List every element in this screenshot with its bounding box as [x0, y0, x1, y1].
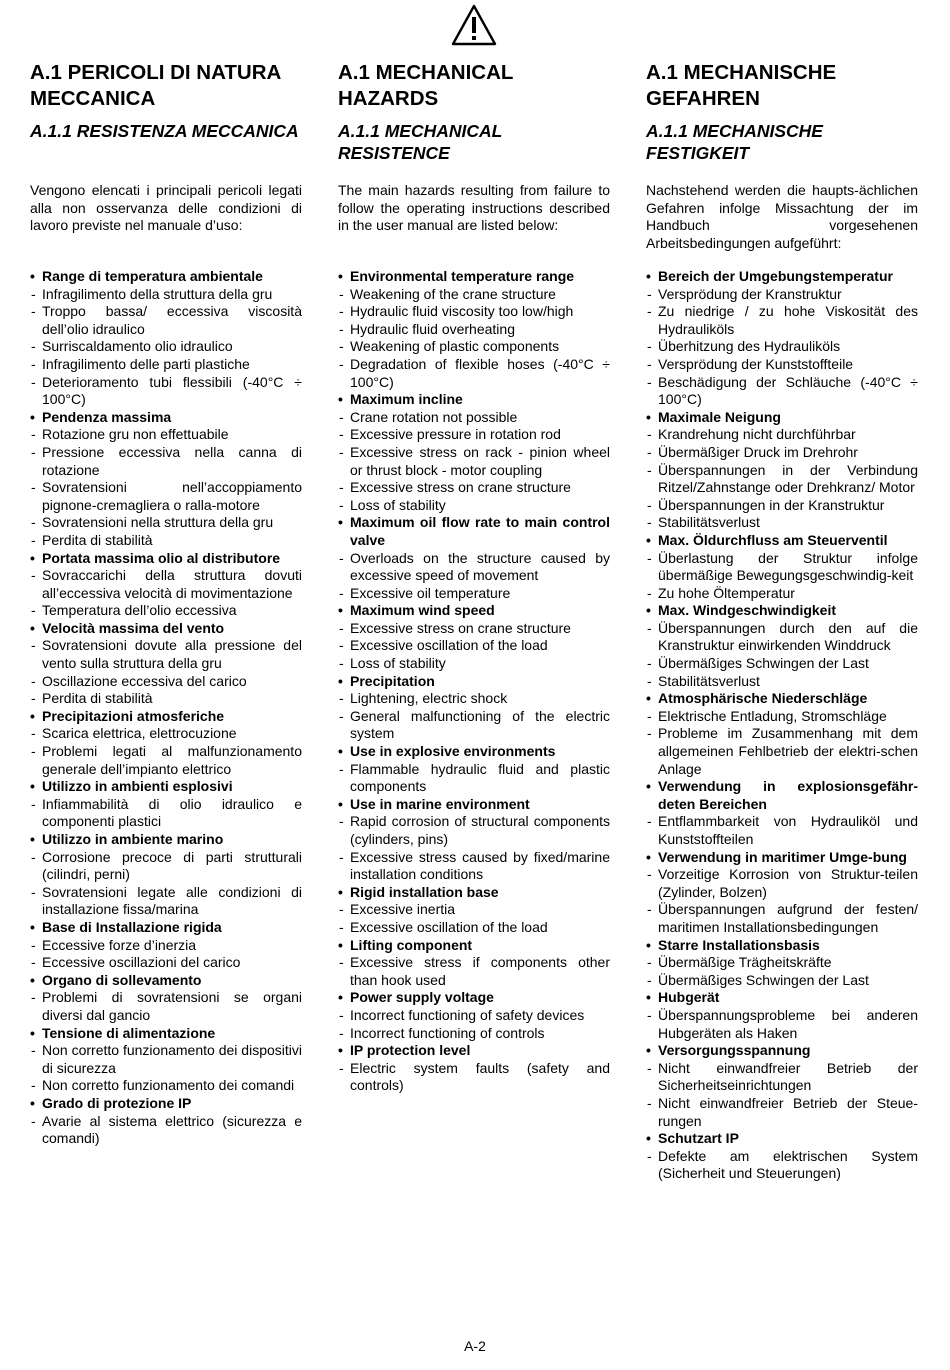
- hazard-item: - Rotazione gru non effettuabile: [30, 426, 302, 444]
- hazard-item: - Weakening of the crane structure: [338, 286, 610, 304]
- hazard-category: • Range di temperatura ambientale: [30, 268, 302, 286]
- hazard-item: - Avarie al sistema elettrico (sicurezza e comandi): [30, 1113, 302, 1148]
- hazard-category: • Rigid installation base: [338, 884, 610, 902]
- hazard-item: - Troppo bassa/ eccessiva viscosità dell’olio idraulico: [30, 303, 302, 338]
- hazard-item: - Electric system faults (safety and controls): [338, 1060, 610, 1095]
- hazard-item: - Scarica elettrica, elettrocuzione: [30, 725, 302, 743]
- hazard-item: - Non corretto funzionamento dei dispositivi di sicurezza: [30, 1042, 302, 1077]
- section-heading: A.1 MECHANICAL HAZARDS: [338, 61, 514, 110]
- hazard-item: - Zu niedrige / zu hohe Viskosität des Hydrauliköls: [646, 303, 918, 338]
- hazard-item: - Surriscaldamento olio idraulico: [30, 338, 302, 356]
- hazard-item: - Eccessive forze d’inerzia: [30, 937, 302, 955]
- hazard-item: - Incorrect functioning of safety devices: [338, 1007, 610, 1025]
- intro-paragraph: The main hazards resulting from failure to follow the operating instructions described in the user manual are listed below:: [338, 182, 610, 233]
- hazard-list: [338, 268, 610, 1095]
- column-english: [338, 60, 610, 1095]
- hazard-item: - Oscillazione eccessiva del carico: [30, 673, 302, 691]
- hazard-item: - Lightening, electric shock: [338, 690, 610, 708]
- hazard-item: - Defekte am elektrischen System (Sicherheit und Steuerungen): [646, 1148, 918, 1183]
- hazard-item: - Eccessive oscillazioni del carico: [30, 954, 302, 972]
- hazard-list: [646, 268, 918, 1183]
- subsection-heading: A.1.1 MECHANISCHE FESTIGKEIT: [646, 121, 823, 163]
- hazard-item: - Excessive stress if components other than hook used: [338, 954, 610, 989]
- hazard-category: • Verwendung in explosionsgefähr-deten Bereichen: [646, 778, 918, 813]
- hazard-item: - Infragilimento delle parti plastiche: [30, 356, 302, 374]
- hazard-item: - Entflammbarkeit von Hydrauliköl und Kunststoffteilen: [646, 813, 918, 848]
- hazard-item: - Deterioramento tubi flessibili (-40°C ÷ 100°C): [30, 374, 302, 409]
- hazard-item: - Sovraccarichi della struttura dovuti all’eccessiva velocità di movimentazione: [30, 567, 302, 602]
- hazard-item: - Stabilitätsverlust: [646, 514, 918, 532]
- hazard-item: - Excessive stress caused by fixed/marine installation conditions: [338, 849, 610, 884]
- hazard-item: - Problemi di sovratensioni se organi diversi dal gancio: [30, 989, 302, 1024]
- hazard-item: - Weakening of plastic components: [338, 338, 610, 356]
- hazard-item: - Überspannungen aufgrund der festen/ maritimen Installationsbedingungen: [646, 901, 918, 936]
- hazard-item: - Incorrect functioning of controls: [338, 1025, 610, 1043]
- hazard-item: - Sovratensioni nella struttura della gru: [30, 514, 302, 532]
- hazard-item: - Übermäßiger Druck im Drehrohr: [646, 444, 918, 462]
- hazard-item: - Loss of stability: [338, 497, 610, 515]
- hazard-category: • Starre Installationsbasis: [646, 937, 918, 955]
- hazard-item: - Versprödung der Kunststoffteile: [646, 356, 918, 374]
- hazard-category: • Power supply voltage: [338, 989, 610, 1007]
- hazard-item: - Excessive stress on rack - pinion wheel or thrust block - motor coupling: [338, 444, 610, 479]
- hazard-item: - Temperatura dell’olio eccessiva: [30, 602, 302, 620]
- hazard-item: - Hydraulic fluid viscosity too low/high: [338, 303, 610, 321]
- hazard-category: • Max. Windgeschwindigkeit: [646, 602, 918, 620]
- hazard-category: • Verwendung in maritimer Umge-bung: [646, 849, 918, 867]
- hazard-item: - Excessive stress on crane structure: [338, 620, 610, 638]
- hazard-category: • Hubgerät: [646, 989, 918, 1007]
- hazard-category: • Versorgungsspannung: [646, 1042, 918, 1060]
- hazard-item: - Nicht einwandfreier Betrieb der Sicherheitseinrichtungen: [646, 1060, 918, 1095]
- hazard-item: - Übermäßiges Schwingen der Last: [646, 655, 918, 673]
- hazard-item: - Overloads on the structure caused by excessive speed of movement: [338, 550, 610, 585]
- hazard-category: • Precipitation: [338, 673, 610, 691]
- hazard-item: - Überspannungen in der Verbindung Ritzel/Zahnstange oder Drehkranz/ Motor: [646, 462, 918, 497]
- hazard-item: - Problemi legati al malfunzionamento generale dell’impianto elettrico: [30, 743, 302, 778]
- hazard-item: - Überlastung der Struktur infolge übermäßige Bewegungsgeschwindig-keit: [646, 550, 918, 585]
- hazard-item: - Corrosione precoce di parti strutturali (cilindri, perni): [30, 849, 302, 884]
- hazard-category: • Grado di protezione IP: [30, 1095, 302, 1113]
- hazard-item: - Excessive oscillation of the load: [338, 637, 610, 655]
- hazard-item: - Excessive oscillation of the load: [338, 919, 610, 937]
- subsection-heading: A.1.1 MECHANICAL RESISTENCE: [338, 121, 503, 163]
- column-italian: [30, 60, 302, 1148]
- hazard-item: - Krandrehung nicht durchführbar: [646, 426, 918, 444]
- intro-paragraph: Vengono elencati i principali pericoli legati alla non osservanza delle condizioni di lavoro previste nel manuale d’uso:: [30, 182, 302, 233]
- hazard-category: • Use in explosive environments: [338, 743, 610, 761]
- hazard-item: - Loss of stability: [338, 655, 610, 673]
- hazard-item: - Crane rotation not possible: [338, 409, 610, 427]
- hazard-category: • Maximum oil flow rate to main control valve: [338, 514, 610, 549]
- hazard-item: - General malfunctioning of the electric system: [338, 708, 610, 743]
- hazard-list: [30, 268, 302, 1148]
- subsection-heading: A.1.1 RESISTENZA MECCANICA: [30, 121, 299, 141]
- hazard-category: • Maximum wind speed: [338, 602, 610, 620]
- hazard-item: - Übermäßiges Schwingen der Last: [646, 972, 918, 990]
- hazard-category: • Velocità massima del vento: [30, 620, 302, 638]
- hazard-item: - Überspannungsprobleme bei anderen Hubgeräten als Haken: [646, 1007, 918, 1042]
- intro-paragraph: Nachstehend werden die haupts-ächlichen Gefahren infolge Missachtung der im Handbuch vorgesehenen Arbeitsbedingungen aufgeführt:: [646, 182, 918, 251]
- hazard-category: • Utilizzo in ambiente marino: [30, 831, 302, 849]
- hazard-item: - Perdita di stabilità: [30, 532, 302, 550]
- hazard-item: - Sovratensioni legate alle condizioni di installazione fissa/marina: [30, 884, 302, 919]
- hazard-category: • Atmosphärische Niederschläge: [646, 690, 918, 708]
- hazard-category: • Environmental temperature range: [338, 268, 610, 286]
- page-number: A-2: [464, 1338, 486, 1354]
- hazard-category: • Tensione di alimentazione: [30, 1025, 302, 1043]
- hazard-item: - Rapid corrosion of structural components (cylinders, pins): [338, 813, 610, 848]
- hazard-item: - Infragilimento della struttura della gru: [30, 286, 302, 304]
- hazard-item: - Excessive stress on crane structure: [338, 479, 610, 497]
- hazard-item: - Stabilitätsverlust: [646, 673, 918, 691]
- hazard-item: - Vorzeitige Korrosion von Struktur-teilen (Zylinder, Bolzen): [646, 866, 918, 901]
- hazard-item: - Non corretto funzionamento dei comandi: [30, 1077, 302, 1095]
- hazard-category: • Pendenza massima: [30, 409, 302, 427]
- hazard-category: • Utilizzo in ambienti esplosivi: [30, 778, 302, 796]
- hazard-category: • Schutzart IP: [646, 1130, 918, 1148]
- hazard-item: - Zu hohe Öltemperatur: [646, 585, 918, 603]
- hazard-item: - Pressione eccessiva nella canna di rotazione: [30, 444, 302, 479]
- hazard-item: - Excessive pressure in rotation rod: [338, 426, 610, 444]
- hazard-category: • Base di Installazione rigida: [30, 919, 302, 937]
- hazard-item: - Elektrische Entladung, Stromschläge: [646, 708, 918, 726]
- hazard-category: • Use in marine environment: [338, 796, 610, 814]
- hazard-item: - Nicht einwandfreier Betrieb der Steue-rungen: [646, 1095, 918, 1130]
- hazard-item: - Degradation of flexible hoses (-40°C ÷ 100°C): [338, 356, 610, 391]
- column-german: [646, 60, 918, 1183]
- hazard-category: • Precipitazioni atmosferiche: [30, 708, 302, 726]
- hazard-item: - Sovratensioni nell’accoppiamento pignone-cremagliera o ralla-motore: [30, 479, 302, 514]
- hazard-item: - Sovratensioni dovute alla pressione del vento sulla struttura della gru: [30, 637, 302, 672]
- hazard-item: - Infiammabilità di olio idraulico e componenti plastici: [30, 796, 302, 831]
- section-heading: A.1 MECHANISCHE GEFAHREN: [646, 61, 837, 110]
- hazard-category: • Lifting component: [338, 937, 610, 955]
- section-heading: A.1 PERICOLI DI NATURA MECCANICA: [30, 61, 281, 110]
- hazard-category: • IP protection level: [338, 1042, 610, 1060]
- hazard-item: - Perdita di stabilità: [30, 690, 302, 708]
- hazard-item: - Probleme im Zusammenhang mit dem allgemeinen Fehlbetrieb der elektri-schen Anlage: [646, 725, 918, 778]
- hazard-category: • Maximale Neigung: [646, 409, 918, 427]
- hazard-category: • Portata massima olio al distributore: [30, 550, 302, 568]
- hazard-item: - Überspannungen durch den auf die Kranstruktur einwirkenden Winddruck: [646, 620, 918, 655]
- hazard-item: - Überspannungen in der Kranstruktur: [646, 497, 918, 515]
- hazard-category: • Bereich der Umgebungstemperatur: [646, 268, 918, 286]
- hazard-category: • Maximum incline: [338, 391, 610, 409]
- hazard-item: - Beschädigung der Schläuche (-40°C ÷ 100°C): [646, 374, 918, 409]
- hazard-item: - Flammable hydraulic fluid and plastic components: [338, 761, 610, 796]
- hazard-item: - Überhitzung des Hydrauliköls: [646, 338, 918, 356]
- hazard-category: • Max. Öldurchfluss am Steuerventil: [646, 532, 918, 550]
- hazard-item: - Übermäßige Trägheitskräfte: [646, 954, 918, 972]
- hazard-item: - Excessive inertia: [338, 901, 610, 919]
- hazard-item: - Versprödung der Kranstruktur: [646, 286, 918, 304]
- hazard-item: - Excessive oil temperature: [338, 585, 610, 603]
- hazard-category: • Organo di sollevamento: [30, 972, 302, 990]
- hazard-item: - Hydraulic fluid overheating: [338, 321, 610, 339]
- warning-triangle-icon: [451, 4, 497, 46]
